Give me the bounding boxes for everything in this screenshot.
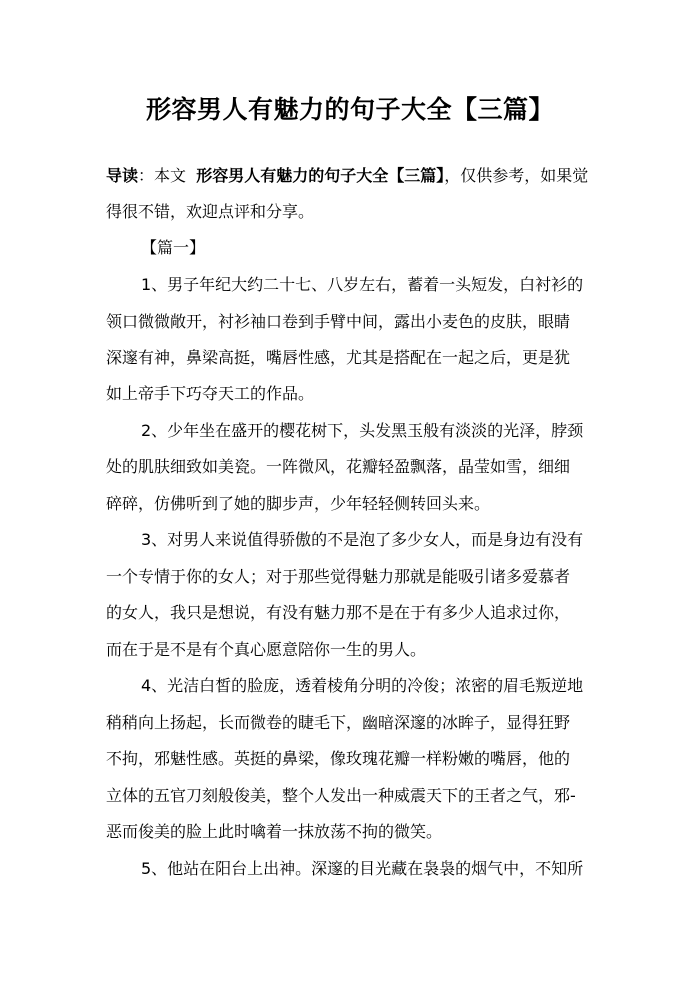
- paragraph-line: 而在于是不是有个真心愿意陪你一生的男人。: [106, 640, 427, 659]
- paragraph-line: 不拘，邪魅性感。英挺的鼻梁，像玫瑰花瓣一样粉嫩的嘴唇，他的: [106, 749, 571, 768]
- paragraph-line: 的女人，我只是想说，有没有魅力那不是在于有多少人追求过你，: [106, 603, 571, 622]
- intro-line-1: [106, 165, 588, 187]
- paragraph-line: 如上帝手下巧夺天工的作品。: [106, 384, 315, 403]
- paragraph-line: 领口微微敞开，衬衫袖口卷到手臂中间，露出小麦色的皮肤，眼睛: [106, 312, 571, 331]
- document-title: 形容男人有魅力的句子大全【三篇】: [145, 95, 554, 124]
- paragraph-line: 碎碎，仿佛听到了她的脚步声，少年轻轻侧转回头来。: [106, 494, 491, 513]
- paragraph-line: 处的肌肤细致如美瓷。一阵微风，花瓣轻盈飘落，晶莹如雪，细细: [106, 457, 571, 476]
- paragraph-line: 一个专情于你的女人；对于那些觉得魅力那就是能吸引诸多爱慕者: [106, 567, 571, 586]
- paragraph-line: 4、光洁白皙的脸庞，透着棱角分明的冷俊；浓密的眉毛叛逆地: [141, 676, 584, 695]
- intro-suffix: ，仅供参考，如果觉: [444, 166, 589, 185]
- paragraph-line: 立体的五官刀刻般俊美，整个人发出一种威震天下的王者之气，邪-: [106, 786, 576, 805]
- paragraph-line: 5、他站在阳台上出神。深邃的目光藏在袅袅的烟气中，不知所: [141, 859, 584, 878]
- intro-prefix: ：本文: [138, 166, 187, 185]
- intro-doc-title: 形容男人有魅力的句子大全【三篇】: [196, 166, 445, 185]
- section-heading: 【篇一】: [141, 238, 206, 257]
- paragraph-line: 稍稍向上扬起，长而微卷的睫毛下，幽暗深邃的冰眸子，显得狂野: [106, 713, 571, 732]
- paragraph-line: 恶而俊美的脸上此时噙着一抹放荡不拘的微笑。: [106, 822, 443, 841]
- intro-line-2: 得很不错，欢迎点评和分享。: [106, 202, 315, 221]
- paragraph-line: 2、少年坐在盛开的樱花树下，头发黑玉般有淡淡的光泽，脖颈: [141, 421, 584, 440]
- paragraph-line: 深邃有神，鼻梁高挺，嘴唇性感，尤其是搭配在一起之后，更是犹: [106, 348, 571, 367]
- intro-label: 导读: [106, 166, 139, 185]
- paragraph-line: 1、男子年纪大约二十七、八岁左右，蓄着一头短发，白衬衫的: [141, 275, 584, 294]
- paragraph-line: 3、对男人来说值得骄傲的不是泡了多少女人，而是身边有没有: [141, 530, 584, 549]
